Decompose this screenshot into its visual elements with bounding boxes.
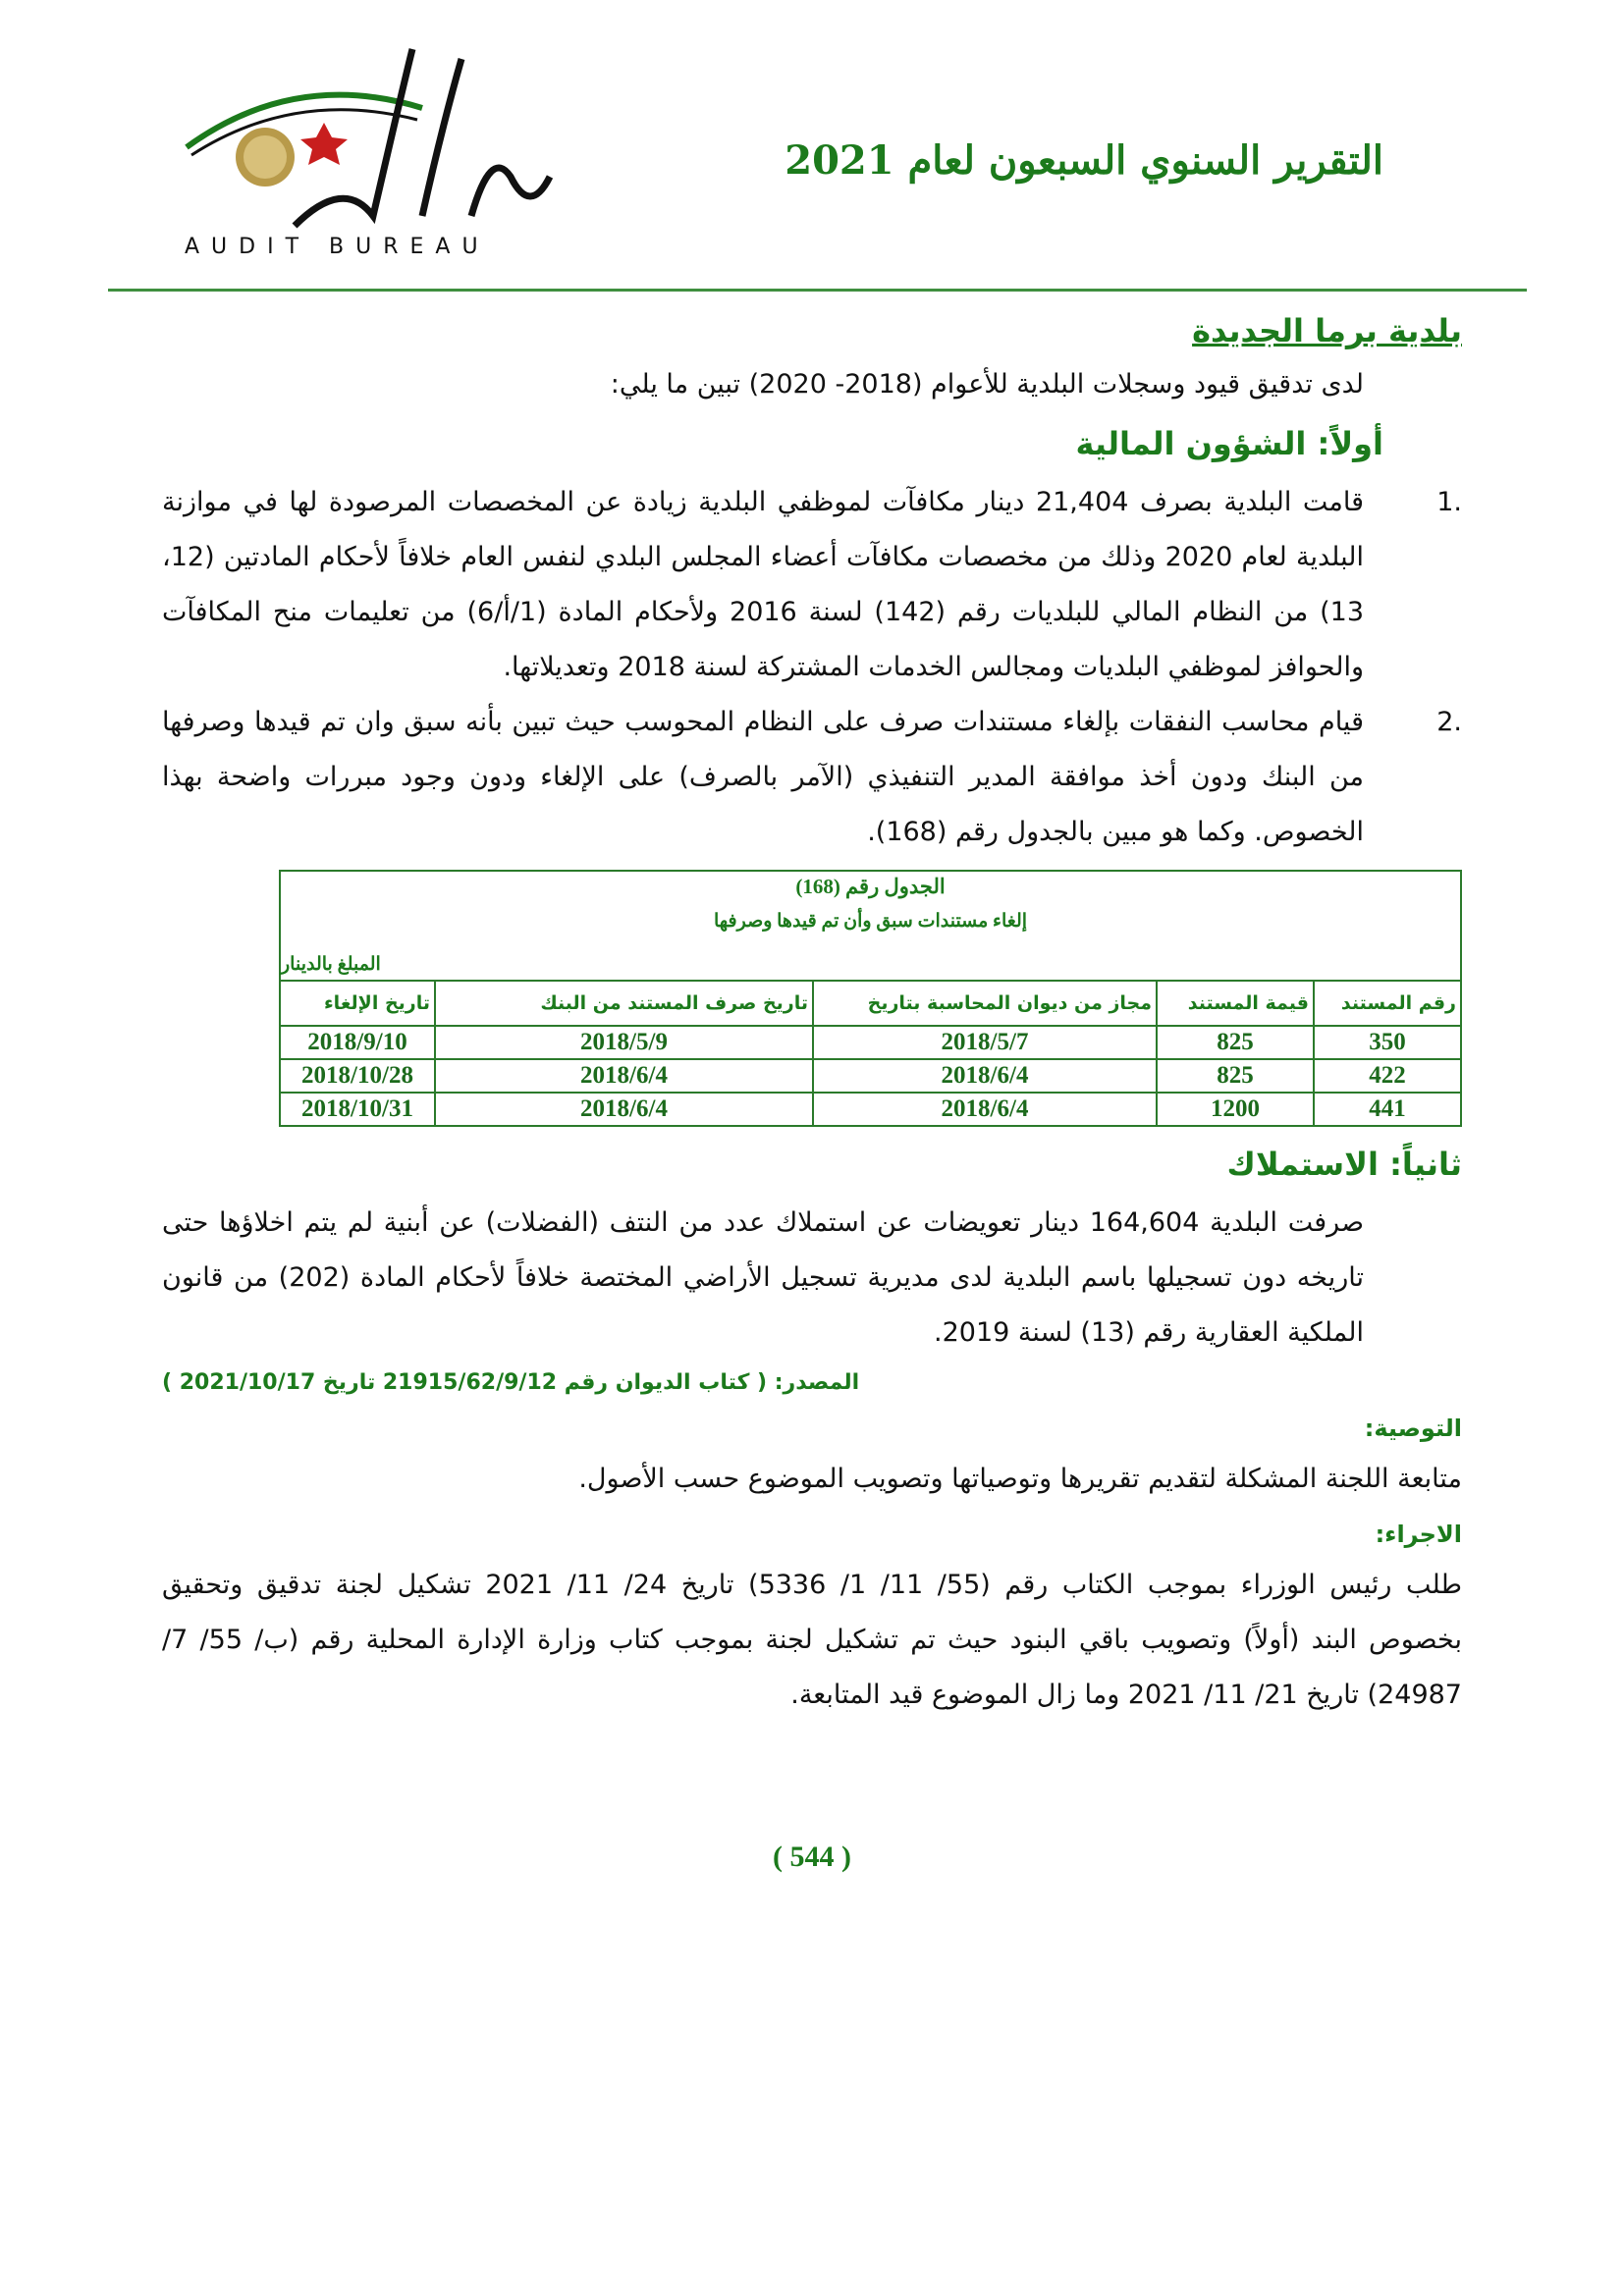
table-row <box>280 1059 1461 1093</box>
recommendation-heading: التوصية: <box>1364 1415 1462 1442</box>
col-header: قيمة المستند <box>1157 981 1314 1026</box>
municipality-heading: بلدية برما الجديدة <box>1192 312 1462 349</box>
cell: 1200 <box>1157 1093 1314 1126</box>
action-heading: الاجراء: <box>1375 1521 1462 1548</box>
cell: 2018/9/10 <box>280 1026 435 1059</box>
section1-heading: أولاً: الشؤون المالية <box>1075 425 1383 462</box>
page-content <box>162 312 1462 1874</box>
audit-bureau-logo <box>177 29 560 260</box>
table-title: الجدول رقم (168) <box>795 875 946 898</box>
cell: 2018/6/4 <box>813 1059 1157 1093</box>
cell: 2018/10/31 <box>280 1093 435 1126</box>
table-row <box>280 1093 1461 1126</box>
item1-text: قامت البلدية بصرف 21,404 دينار مكافآت لموظفي البلدية زيادة عن المخصصات المرصودة لها في موازنة البلدية لعام 2020 وذلك من مخصصات مكافآت أعضاء المجلس البلدي لنفس العام خلافاً لأحكام المادتين (12، 13) من النظام المالي للبلديات رقم (142) لسنة 2016 ولأحكام المادة (1/أ/6) من تعليمات منح المكافآت والحوافز لموظفي البلديات ومجالس الخدمات المشتركة لسنة 2018 وتعديلاتها. <box>162 487 1365 682</box>
cell: 2018/10/28 <box>280 1059 435 1093</box>
section2-text: صرفت البلدية 164,604 دينار تعويضات عن استملاك عدد من النتف (الفضلات) عن أبنية لم يتم اخلاؤها حتى تاريخه دون تسجيلها باسم البلدية لدى مديرية تسجيل الأراضي المختصة خلافاً لأحكام المادة (202) من قانون الملكية العقارية رقم (13) لسنة 2019. <box>162 1207 1364 1348</box>
cell: 422 <box>1314 1059 1461 1093</box>
item2-text: قيام محاسب النفقات بإلغاء مستندات صرف على النظام المحوسب حيث تبين بأنه سبق وان تم قيدها وصرفها من البنك ودون أخذ موافقة المدير التنفيذي (الآمر بالصرف) على الإلغاء ودون وجود مبررات واضحة بهذا الخصوص. وكما هو مبين بالجدول رقم (168). <box>162 707 1364 847</box>
item2-number: .2 <box>1436 707 1462 737</box>
recommendation-text: متابعة اللجنة المشكلة لتقديم تقريرها وتوصياتها وتصويب الموضوع حسب الأصول. <box>578 1464 1462 1494</box>
section2-heading: ثانياً: الاستملاك <box>1226 1146 1462 1183</box>
table-168 <box>279 870 1462 1127</box>
cell: 441 <box>1314 1093 1461 1126</box>
table-row <box>280 1026 1461 1059</box>
cell: 825 <box>1157 1026 1314 1059</box>
header-divider <box>108 289 1527 292</box>
source-note: المصدر: ( كتاب الديوان رقم 21915/62/9/12 تاريخ 2021/10/17 ) <box>162 1370 860 1395</box>
item1-number: .1 <box>1436 487 1462 517</box>
cell: 825 <box>1157 1059 1314 1093</box>
action-text: طلب رئيس الوزراء بموجب الكتاب رقم (55/ 11/ 1/ 5336) تاريخ 24/ 11/ 2021 تشكيل لجنة تدقيق وتحقيق بخصوص البند (أولاً) وتصويب باقي البنود حيث تم تشكيل لجنة بموجب كتاب وزارة الإدارة المحلية رقم (ب/ 55/ 7/ 24987) تاريخ 21/ 11/ 2021 وما زال الموضوع قيد المتابعة. <box>162 1570 1462 1710</box>
page-number: ( 544 ) <box>773 1841 851 1873</box>
report-title: التقرير السنوي السبعون لعام 2021 <box>785 137 1383 184</box>
svg-text:AUDIT BUREAU: AUDIT BUREAU <box>185 235 490 259</box>
table-unit: المبلغ بالدينار <box>281 954 381 975</box>
cell: 2018/5/9 <box>435 1026 813 1059</box>
item1 <box>162 475 1462 695</box>
cell: 2018/6/4 <box>813 1093 1157 1126</box>
col-header: تاريخ صرف المستند من البنك <box>435 981 813 1026</box>
table-subtitle: إلغاء مستندات سبق وأن تم قيدها وصرفها <box>713 911 1028 932</box>
cell: 350 <box>1314 1026 1461 1059</box>
col-header: رقم المستند <box>1314 981 1461 1026</box>
col-header: مجاز من ديوان المحاسبة بتاريخ <box>813 981 1157 1026</box>
intro-text: لدى تدقيق قيود وسجلات البلدية للأعوام (2018- 2020) تبين ما يلي: <box>610 369 1364 400</box>
cell: 2018/6/4 <box>435 1093 813 1126</box>
item2 <box>162 695 1462 860</box>
cell: 2018/5/7 <box>813 1026 1157 1059</box>
col-header: تاريخ الإلغاء <box>280 981 435 1026</box>
cell: 2018/6/4 <box>435 1059 813 1093</box>
